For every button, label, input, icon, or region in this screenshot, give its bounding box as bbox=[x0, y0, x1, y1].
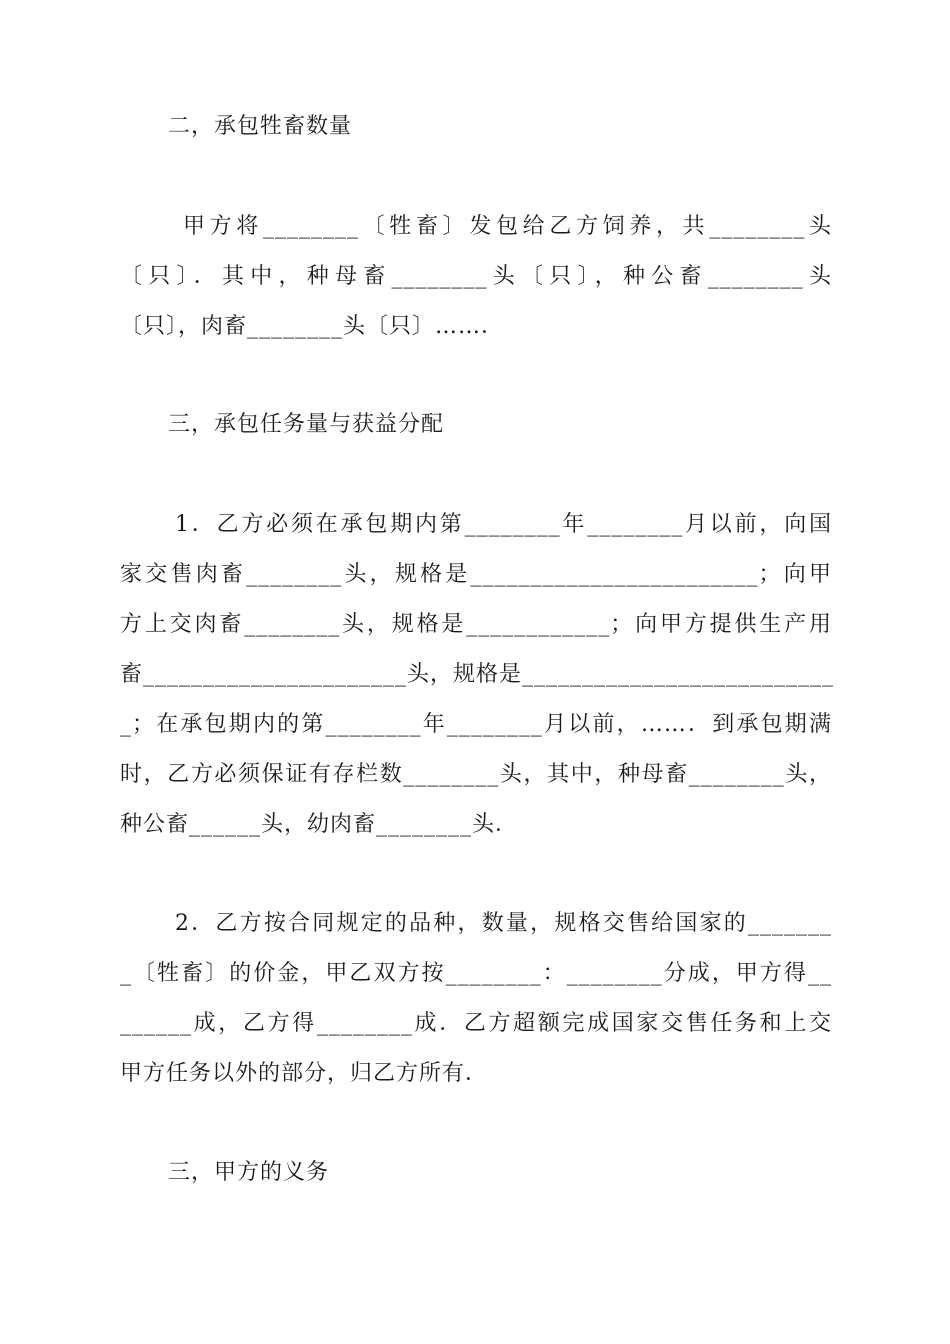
paragraph-line: _〔牲畜〕的价金，甲乙双方按________：________分成，甲方得__ bbox=[120, 961, 832, 986]
section-heading-tasks-profit: 三，承包任务量与获益分配 bbox=[168, 412, 445, 437]
section-heading-party-a-obligations: 三，甲方的义务 bbox=[168, 1160, 330, 1185]
paragraph-line: 甲方任务以外的部分，归乙方所有． bbox=[120, 1061, 489, 1086]
paragraph-line: 畜______________________头，规格是__________________________ bbox=[120, 662, 835, 687]
paragraph-line: 方上交肉畜________头，规格是____________；向甲方提供生产用 bbox=[120, 612, 832, 637]
paragraph-line: 家交售肉畜________头，规格是________________________；向甲 bbox=[120, 562, 832, 587]
section-heading-livestock-quantity: 二，承包牲畜数量 bbox=[168, 114, 353, 139]
paragraph-line: 1．乙方必须在承包期内第________年________月以前，向国 bbox=[175, 512, 832, 537]
paragraph-line: _；在承包期内的第________年________月以前，……．到承包期满 bbox=[120, 712, 832, 737]
paragraph-line: 时，乙方必须保证有存栏数________头，其中，种母畜________头， bbox=[120, 762, 832, 787]
paragraph-line: ______成，乙方得________成．乙方超额完成国家交售任务和上交 bbox=[120, 1011, 832, 1036]
paragraph-line: 〔只〕．其中，种母畜________头〔只〕，种公畜________头 bbox=[120, 264, 832, 289]
paragraph-line: 2．乙方按合同规定的品种，数量，规格交售给国家的_______ bbox=[175, 911, 832, 936]
paragraph-line: 种公畜______头，幼肉畜________头． bbox=[120, 812, 519, 837]
paragraph-line: 甲方将________〔牲畜〕发包给乙方饲养，共________头 bbox=[183, 214, 832, 239]
paragraph-line: 〔只〕，肉畜________头〔只〕……． bbox=[120, 314, 505, 339]
